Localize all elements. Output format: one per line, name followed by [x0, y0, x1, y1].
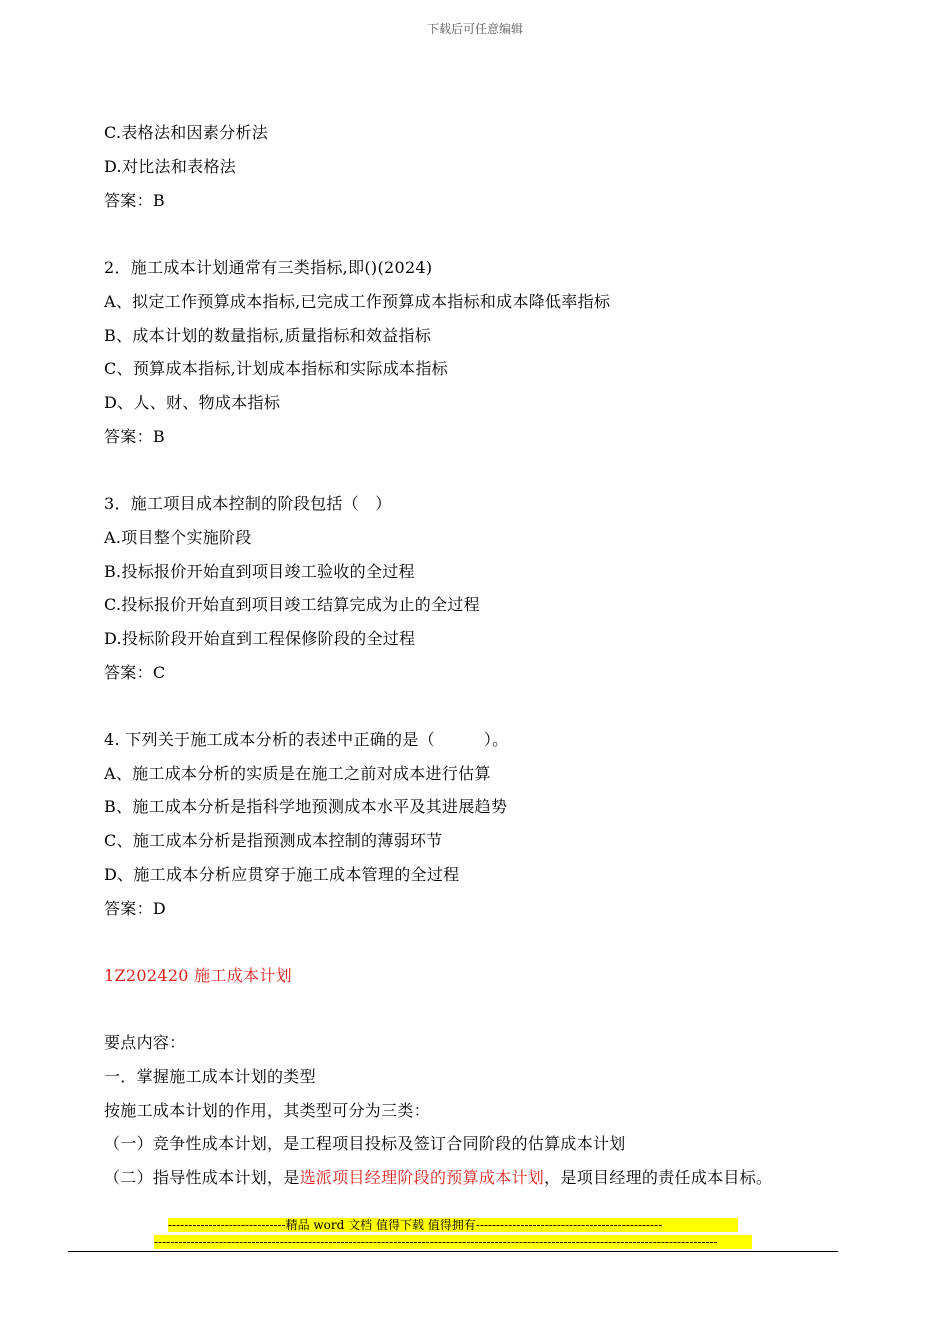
option-c: C.表格法和因素分析法 — [104, 123, 269, 142]
type-2-prefix: （二）指导性成本计划，是 — [104, 1168, 300, 1187]
footer-rule — [68, 1251, 838, 1252]
question-2-option-d: D、人、财、物成本指标 — [104, 393, 281, 412]
option-d: D.对比法和表格法 — [104, 157, 237, 176]
question-3-option-d: D.投标阶段开始直到工程保修阶段的全过程 — [104, 629, 416, 648]
question-2-option-c: C、预算成本指标,计划成本指标和实际成本指标 — [104, 359, 448, 378]
question-3-answer: 答案：C — [104, 663, 166, 682]
question-2: 2．施工成本计划通常有三类指标,即()(2024) — [104, 258, 433, 277]
question-2-option-a: A、拟定工作预算成本指标,已完成工作预算成本指标和成本降低率指标 — [104, 292, 611, 311]
footer-dash-band: ------------------------------------------------------------------------------------------------------------------------------------------- — [154, 1235, 752, 1249]
question-3: 3．施工项目成本控制的阶段包括（ ） — [104, 494, 392, 513]
key-points-label: 要点内容： — [104, 1033, 186, 1052]
question-2-option-b: B、成本计划的数量指标,质量指标和效益指标 — [104, 326, 432, 345]
type-2-suffix: ，是项目经理的责任成本目标。 — [544, 1168, 773, 1187]
type-2-highlight: 选派项目经理阶段的预算成本计划 — [299, 1168, 545, 1187]
question-3-option-c: C.投标报价开始直到项目竣工结算完成为止的全过程 — [104, 595, 480, 614]
question-4: 4. 下列关于施工成本分析的表述中正确的是（ ）。 — [104, 730, 509, 749]
answer: 答案：B — [104, 191, 165, 210]
question-3-option-a: A.项目整个实施阶段 — [104, 528, 252, 547]
section-heading: 1Z202420 施工成本计划 — [104, 966, 292, 985]
question-4-option-d: D、施工成本分析应贯穿于施工成本管理的全过程 — [104, 865, 460, 884]
question-4-option-c: C、施工成本分析是指预测成本控制的薄弱环节 — [104, 831, 443, 850]
page-header: 下载后可任意编辑 — [426, 22, 523, 36]
point-1-intro: 按施工成本计划的作用，其类型可分为三类： — [104, 1101, 431, 1120]
type-1-line: （一）竞争性成本计划，是工程项目投标及签订合同阶段的估算成本计划 — [104, 1134, 626, 1153]
footer-banner: -----------------------------精品 word 文档 值得下载 值得拥有---------------------------------------------- — [168, 1218, 738, 1232]
question-4-option-b: B、施工成本分析是指科学地预测成本水平及其进展趋势 — [104, 797, 508, 816]
question-4-answer: 答案：D — [104, 899, 167, 918]
question-3-option-b: B.投标报价开始直到项目竣工验收的全过程 — [104, 562, 415, 581]
question-4-option-a: A、施工成本分析的实质是在施工之前对成本进行估算 — [104, 764, 491, 783]
question-2-answer: 答案：B — [104, 427, 165, 446]
point-1-heading: 一．掌握施工成本计划的类型 — [104, 1067, 316, 1086]
type-2-line — [104, 1168, 772, 1188]
